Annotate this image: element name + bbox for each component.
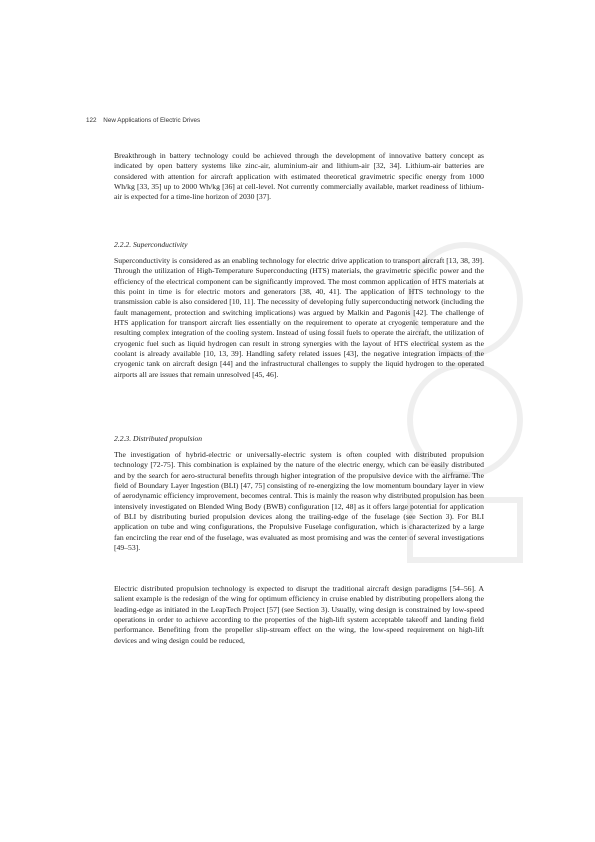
page-number: 122	[86, 117, 97, 124]
running-title: New Applications of Electric Drives	[103, 117, 201, 124]
section-heading-distributed-propulsion: 2.2.3. Distributed propulsion	[114, 434, 203, 443]
paragraph-text: Electric distributed propulsion technology is expected to disrupt the traditional aircraft design paradigms [54–56]. A salient example is the redesign of the wing for optimum efficiency in cruise enabled by distributing propellers along the leading-edge as initiated in the LeapTech Project [57] (see Section 3). Usually, wing design is constrained by low-speed operations in order to achieve according to the properties of the high-lift system acceptable takeoff and landing field performance. Benefiting from the propeller slip-stream effect on the wing, the low-speed requirement on high-lift devices and wing design could be reduced,	[114, 584, 484, 645]
running-header	[86, 117, 200, 124]
paragraph-text: The investigation of hybrid-electric or universally-electric system is often coupled with distributed propulsion technology [72-75]. This combination is explained by the nature of the electric energy, which can be easily distributed and by the search for aero-structural benefits through higher integration of the propulsive device with the airframe. The field of Boundary Layer Ingestion (BLI) [47, 75] consisting of re-energizing the low momentum boundary layer in view of aerodynamic efficiency improvement, becomes central. This is mainly the reason why distributed propulsion has been intensively investigated on Blended Wing Body (BWB) configuration [12, 48] as it offers large potential for application of BLI by distributing buried propulsion devices along the trailing-edge of the fuselage (see Section 3). For BLI application on tube and wing configurations, the Propulsive Fuselage configuration, which is characterized by a large fan encircling the rear end of the fuselage, was evaluated as most promising and was the center of several investigations [49–53].	[114, 450, 484, 553]
paragraph-text: Breakthrough in battery technology could be achieved through the development of innovative battery concept as indicated by open battery systems like zinc-air, aluminium-air and lithium-air [32, 34]. Lithium-air batteries are considered with attention for aircraft application with estimated theoretical gravimetric specific energy from 1000 Wh/kg [33, 35] up to 2000 Wh/kg [36] at cell-level. Not currently commercially available, market readiness of lithium-air is expected for a time-line horizon of 2030 [37].	[114, 151, 484, 202]
paragraph-battery-breakthrough	[114, 151, 484, 203]
paragraph-text: Superconductivity is considered as an enabling technology for electric drive application to transport aircraft [13, 38, 39]. Through the utilization of High-Temperature Superconducting (HTS) materials, the gravimetric specific power and the efficiency of the electrical component can be significantly improved. The most common application of HTS materials at this point in time is for electric motors and generators [38, 40, 41]. The application of HTS technology to the transmission cable is also considered [10, 11]. The necessity of developing fully superconducting network (including the fault management, protection and switching implications) was argued by Malkin and Pagonis [42]. The challenge of HTS application for transport aircraft lies essentially on the requirement to operate at cryogenic temperature and the resulting complex integration of the cooling system. Instead of using fossil fuels to operate the aircraft, the utilization of cryogenic fuel such as liquid hydrogen can result in strong synergies with the layout of HTS electrical system as the coolant is already available [10, 13, 39]. Handling safety related issues [43], the negative integration impacts of the cryogenic tank on aircraft design [44] and the infrastructural challenges to supply the liquid hydrogen to the operated airports all are issues that remain unresolved [45, 46].	[114, 256, 484, 379]
paragraph-electric-distributed-propulsion	[114, 584, 484, 646]
section-heading-superconductivity: 2.2.2. Superconductivity	[114, 240, 188, 249]
paragraph-distributed-propulsion	[114, 450, 484, 553]
paragraph-superconductivity	[114, 256, 484, 380]
